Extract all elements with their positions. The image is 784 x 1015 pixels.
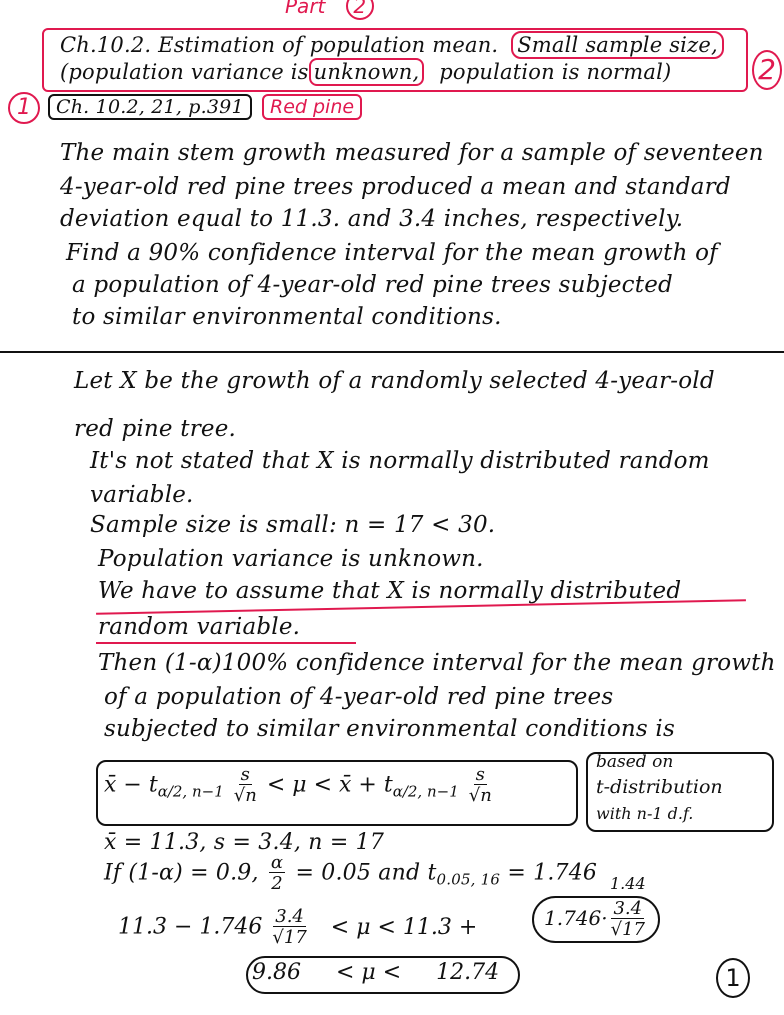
based-on-line-1: based on — [596, 752, 674, 772]
calc-frac-right-den: √17 — [610, 919, 645, 940]
t-value-label: t — [427, 860, 437, 886]
formula-frac — [234, 766, 257, 805]
part-text: Part — [285, 0, 326, 18]
alpha-num: α — [270, 852, 284, 873]
formula — [104, 766, 495, 805]
part-number: 2 — [346, 0, 374, 20]
title-text-2b: population is normal) — [439, 60, 672, 84]
solution-line-1: Let X be the growth of a randomly selected 4-year-old — [74, 368, 715, 394]
unknown-label: unknown, — [309, 58, 425, 86]
t-value-sub: 0.05, 16 — [436, 870, 501, 889]
problem-line-3: deviation equal to 11.3. and 3.4 inches, respectively. — [60, 206, 684, 232]
if-line — [104, 854, 597, 893]
problem-line-4: Find a 90% confidence interval for the mean growth of — [66, 240, 718, 266]
solution-line-4: variable. — [90, 482, 194, 508]
alpha-den: 2 — [271, 873, 283, 894]
solution-line-3: It's not stated that X is normally distributed random — [90, 448, 710, 474]
alpha-frac — [269, 854, 285, 893]
result-low: 9.86 — [252, 960, 301, 985]
small-sample-label: Small sample size, — [511, 31, 724, 59]
solution-line-7: We have to assume that X is normally distributed — [98, 578, 682, 604]
formula-plus: + — [358, 772, 377, 798]
title-text-1: Ch.10.2. Estimation of population mean. — [60, 33, 499, 57]
page-number: 1 — [716, 958, 750, 998]
formula-lt-1: < — [266, 772, 286, 798]
formula-t-sub-2: α/2, n−1 — [392, 782, 459, 801]
formula-frac-2 — [469, 766, 492, 805]
formula-xbar: x̄ — [104, 772, 117, 798]
t-value: = 1.746 — [507, 860, 598, 886]
formula-t: t — [148, 772, 158, 798]
formula-sqrt-n: √n — [233, 785, 257, 806]
red-underline-2 — [96, 642, 356, 644]
problem-reference: Ch. 10.2, 21, p.391 — [48, 94, 252, 120]
problem-tag: Red pine — [262, 94, 362, 120]
formula-t-2: t — [383, 772, 393, 798]
solution-line-8: random variable. — [98, 614, 301, 640]
calc-left: 11.3 − 1.746 — [118, 914, 263, 940]
title-text-2a: (population variance is — [60, 60, 309, 84]
title-line-1 — [60, 33, 724, 57]
solution-line-5: Sample size is small: n = 17 < 30. — [90, 512, 496, 538]
solution-line-6: Population variance is unknown. — [98, 546, 484, 572]
based-on-line-2: t-distribution — [596, 776, 723, 798]
problem-line-1: The main stem growth measured for a sample of seventeen — [60, 140, 764, 166]
if-text-a: If (1-α) = 0.9, — [104, 860, 259, 886]
calc-mid: < μ < 11.3 + — [330, 914, 478, 940]
part-label — [285, 0, 374, 20]
formula-s-2: s — [475, 764, 485, 785]
section-divider — [0, 351, 784, 353]
calc-frac-left-num: 3.4 — [275, 906, 304, 927]
result-line — [252, 960, 499, 985]
problem-number: 1 — [8, 92, 40, 124]
calc-frac-left-den: √17 — [272, 927, 307, 948]
calc-right — [532, 896, 660, 943]
solution-line-10: of a population of 4-year-old red pine trees — [104, 684, 614, 710]
solution-line-11: subjected to similar environmental conditions is — [104, 716, 675, 742]
based-on-line-3: with n-1 d.f. — [596, 804, 694, 823]
problem-line-2: 4-year-old red pine trees produced a mean and standard — [60, 174, 731, 200]
calc-frac-right — [611, 900, 645, 939]
result-high: 12.74 — [436, 960, 500, 985]
calc-frac-right-num: 3.4 — [613, 898, 643, 919]
problem-line-6: to similar environmental conditions. — [72, 304, 502, 330]
side-number: 2 — [752, 50, 782, 90]
formula-s: s — [240, 764, 250, 785]
formula-mu: μ — [292, 772, 307, 798]
calc-frac-left — [272, 908, 306, 947]
formula-minus: − — [123, 772, 142, 798]
result-middle: < μ < — [335, 960, 402, 985]
formula-xbar-2: x̄ — [339, 772, 352, 798]
calc-line — [118, 908, 477, 947]
problem-line-5: a population of 4-year-old red pine trees subjected — [72, 272, 673, 298]
formula-sqrt-n-2: √n — [468, 785, 492, 806]
margin-value: 1.44 — [610, 874, 646, 893]
if-text-b: = 0.05 and — [295, 860, 421, 886]
given-values: x̄ = 11.3, s = 3.4, n = 17 — [104, 830, 385, 855]
formula-lt-2: < — [313, 772, 332, 798]
formula-t-sub: α/2, n−1 — [157, 782, 224, 801]
solution-line-9: Then (1-α)100% confidence interval for the mean growth — [98, 650, 776, 676]
calc-right-pre: 1.746· — [544, 906, 608, 930]
solution-line-2: red pine tree. — [74, 416, 237, 442]
title-line-2 — [60, 60, 671, 84]
